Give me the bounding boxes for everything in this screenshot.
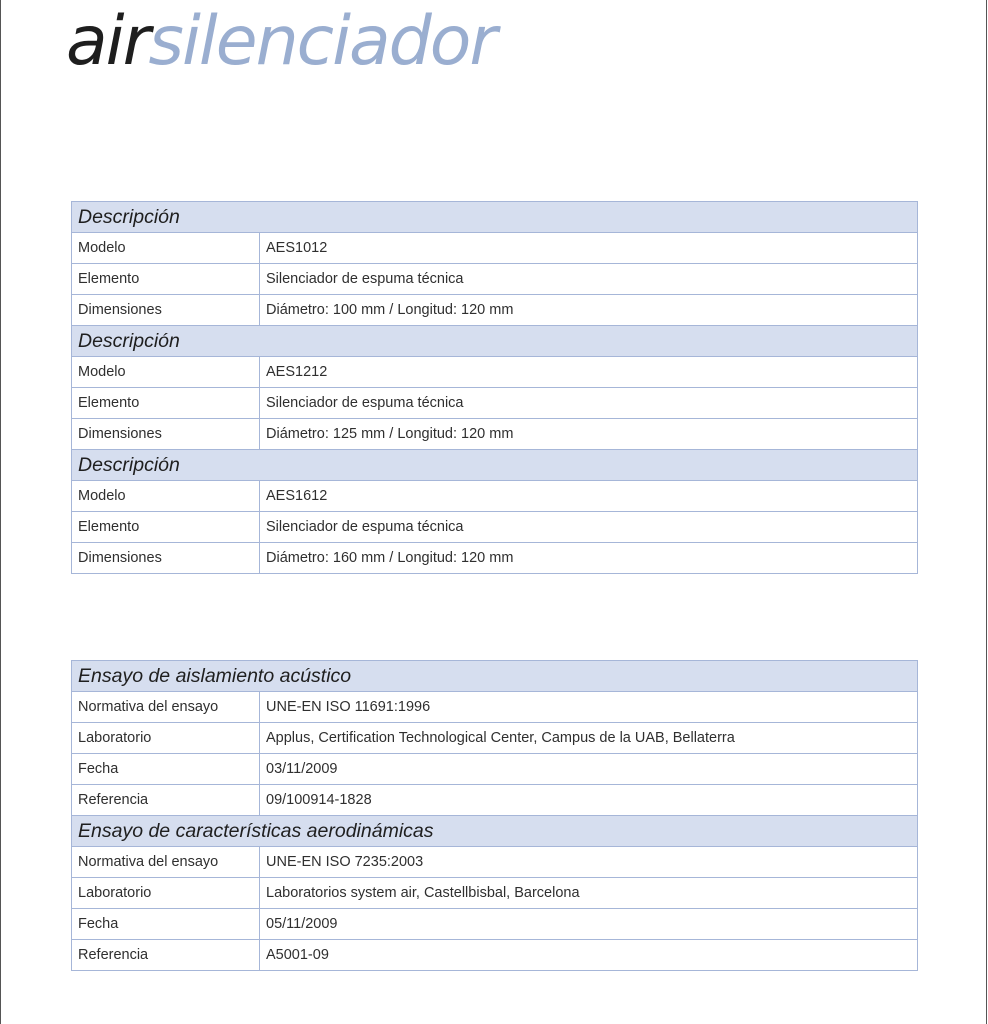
table-row	[72, 543, 918, 574]
row-label: Modelo	[72, 481, 260, 512]
row-value: Diámetro: 160 mm / Longitud: 120 mm	[260, 543, 918, 574]
description-section-header-row	[72, 450, 918, 481]
description-section-title: Descripción	[72, 326, 918, 357]
table-row	[72, 233, 918, 264]
row-value: AES1612	[260, 481, 918, 512]
table-row	[72, 878, 918, 909]
row-value: Silenciador de espuma técnica	[260, 264, 918, 295]
table-row	[72, 754, 918, 785]
table-row	[72, 419, 918, 450]
page-border-right	[986, 0, 987, 1024]
row-value: Diámetro: 125 mm / Longitud: 120 mm	[260, 419, 918, 450]
row-value: Silenciador de espuma técnica	[260, 388, 918, 419]
row-label: Laboratorio	[72, 878, 260, 909]
row-value: 05/11/2009	[260, 909, 918, 940]
description-table	[71, 201, 918, 574]
table-row	[72, 264, 918, 295]
test-section-header-row	[72, 661, 918, 692]
row-value: Laboratorios system air, Castellbisbal, Barcelona	[260, 878, 918, 909]
table-row	[72, 512, 918, 543]
table-row	[72, 940, 918, 971]
row-label: Normativa del ensayo	[72, 847, 260, 878]
table-row	[72, 295, 918, 326]
row-label: Elemento	[72, 512, 260, 543]
row-label: Referencia	[72, 785, 260, 816]
table-row	[72, 723, 918, 754]
test-section-header-row	[72, 816, 918, 847]
table-row	[72, 388, 918, 419]
row-value: UNE-EN ISO 11691:1996	[260, 692, 918, 723]
brand-logo-silenciador: silenciador	[148, 2, 496, 81]
row-label: Dimensiones	[72, 419, 260, 450]
row-value: Silenciador de espuma técnica	[260, 512, 918, 543]
row-label: Modelo	[72, 233, 260, 264]
table-row	[72, 692, 918, 723]
row-label: Elemento	[72, 388, 260, 419]
page-border-left	[0, 0, 1, 1024]
row-label: Dimensiones	[72, 295, 260, 326]
row-label: Dimensiones	[72, 543, 260, 574]
test-section-title: Ensayo de aislamiento acústico	[72, 661, 918, 692]
row-label: Laboratorio	[72, 723, 260, 754]
row-value: UNE-EN ISO 7235:2003	[260, 847, 918, 878]
description-section-header-row	[72, 202, 918, 233]
row-label: Fecha	[72, 909, 260, 940]
row-label: Modelo	[72, 357, 260, 388]
description-section-header-row	[72, 326, 918, 357]
test-section-title: Ensayo de características aerodinámicas	[72, 816, 918, 847]
table-row	[72, 481, 918, 512]
row-value: A5001-09	[260, 940, 918, 971]
row-label: Elemento	[72, 264, 260, 295]
table-row	[72, 785, 918, 816]
row-value: AES1212	[260, 357, 918, 388]
table-row	[72, 357, 918, 388]
tests-table	[71, 660, 918, 971]
row-value: 03/11/2009	[260, 754, 918, 785]
row-value: 09/100914-1828	[260, 785, 918, 816]
row-value: Diámetro: 100 mm / Longitud: 120 mm	[260, 295, 918, 326]
description-section-title: Descripción	[72, 450, 918, 481]
row-label: Normativa del ensayo	[72, 692, 260, 723]
description-table-body	[72, 202, 918, 574]
tests-table-body	[72, 661, 918, 971]
table-row	[72, 847, 918, 878]
table-row	[72, 909, 918, 940]
row-label: Referencia	[72, 940, 260, 971]
brand-logo	[66, 2, 495, 82]
row-value: Applus, Certification Technological Center, Campus de la UAB, Bellaterra	[260, 723, 918, 754]
brand-logo-air: air	[66, 2, 149, 81]
description-section-title: Descripción	[72, 202, 918, 233]
row-label: Fecha	[72, 754, 260, 785]
row-value: AES1012	[260, 233, 918, 264]
